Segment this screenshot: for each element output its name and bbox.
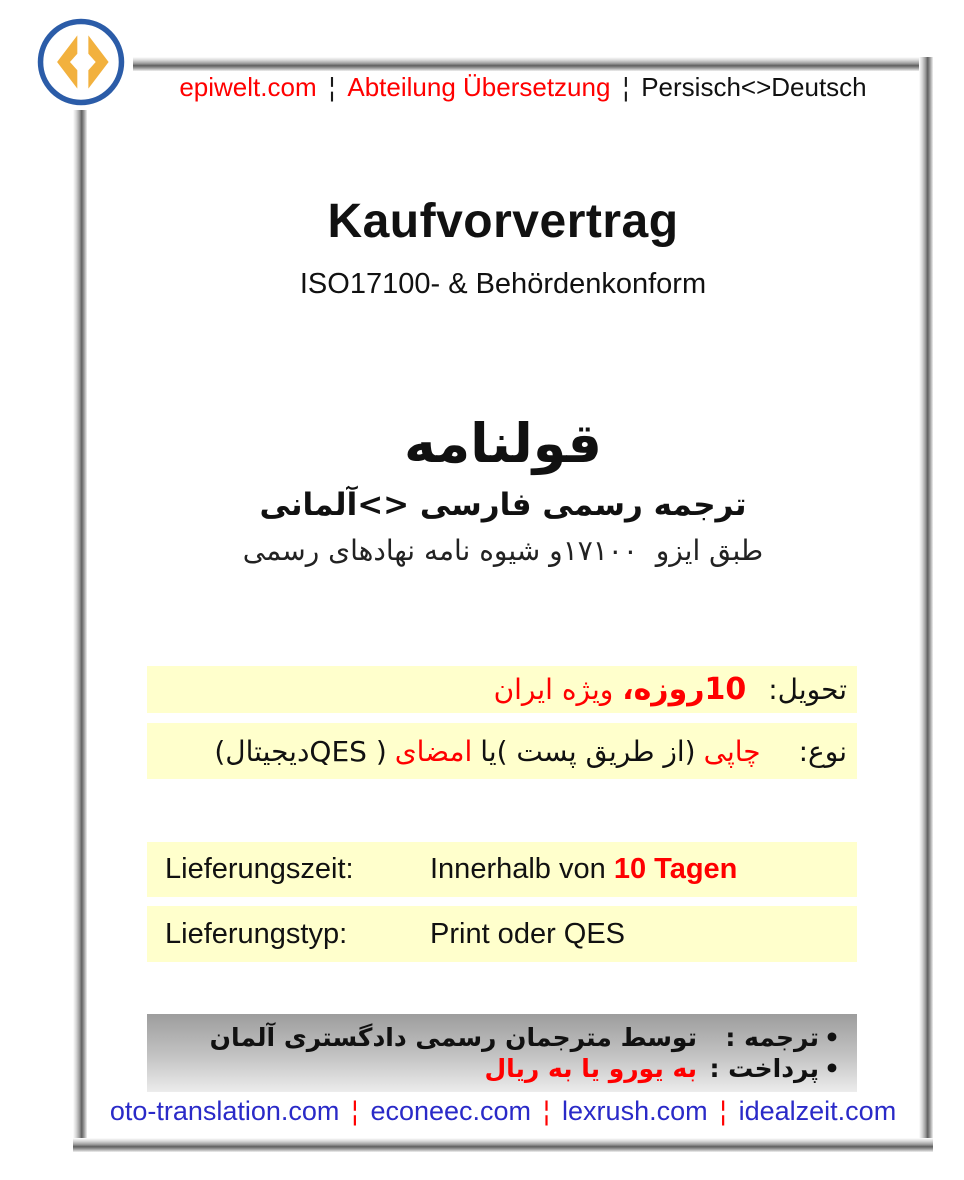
lieferungszeit-value-text: Innerhalb von — [430, 853, 606, 885]
lieferungstyp-label: Lieferungstyp: — [165, 917, 348, 950]
payment-note-label: پرداخت : — [709, 1054, 819, 1083]
german-subtitle: ISO17100- & Behördenkonform — [299, 268, 707, 300]
header-line — [123, 72, 923, 103]
persian-title: قولنامه — [404, 412, 602, 475]
lieferungszeit-days-value: 10 Tagen — [613, 853, 738, 885]
delivery-row-fa — [147, 666, 857, 713]
delivery-value-rest: ویژه ایران — [493, 673, 614, 706]
site-link[interactable]: epiwelt.com — [179, 72, 317, 102]
bullet-icon: • — [824, 1054, 840, 1083]
footer-links — [87, 1096, 919, 1127]
footer-separator: ¦ — [719, 1096, 727, 1126]
department-label: Abteilung Übersetzung — [347, 72, 611, 102]
delivery-days-value: 10روزه، — [622, 672, 747, 707]
type-print-value: چاپی — [703, 734, 761, 768]
epiwelt-logo-icon — [35, 16, 127, 108]
footer-separator: ¦ — [351, 1096, 359, 1126]
lieferungstyp-row — [147, 906, 857, 962]
type-via-post-text: (از طریق پست )یا — [480, 734, 696, 768]
code-chevrons-logo-icon — [35, 16, 127, 108]
type-signature-value: امضای — [394, 734, 473, 768]
frame-left-bar — [73, 110, 87, 1152]
translation-note-line — [159, 1023, 845, 1052]
type-label: نوع: — [798, 734, 847, 768]
delivery-label: تحویل: — [768, 673, 847, 706]
type-qes-text: ( QESدیجیتال) — [214, 734, 387, 768]
frame-right-bar — [919, 57, 933, 1152]
delivery-value — [494, 672, 747, 707]
lieferungszeit-row — [147, 842, 857, 897]
lieferungszeit-value — [430, 853, 737, 886]
footer-link-econeec[interactable]: econeec.com — [370, 1096, 532, 1126]
footer-link-lexrush[interactable]: lexrush.com — [562, 1096, 708, 1126]
footer-link-oto-translation[interactable]: oto-translation.com — [109, 1096, 340, 1126]
lieferungstyp-value: Print oder QES — [430, 917, 626, 950]
frame-bottom-bar — [73, 1138, 933, 1152]
footer-separator: ¦ — [543, 1096, 551, 1126]
persian-subtitle: ترجمه رسمی فارسی <>آلمانی — [259, 487, 747, 523]
header-separator: ¦ — [622, 72, 630, 102]
language-pair-label: Persisch<>Deutsch — [641, 72, 867, 102]
payment-note-value: به یورو یا به ریال — [484, 1054, 697, 1083]
header-separator: ¦ — [328, 72, 336, 102]
type-row-fa — [147, 723, 857, 779]
footer-link-idealzeit[interactable]: idealzeit.com — [738, 1096, 897, 1126]
notes-box — [147, 1014, 857, 1092]
bullet-icon: • — [824, 1023, 840, 1052]
lieferungszeit-label: Lieferungszeit: — [165, 853, 354, 885]
persian-iso-note: طبق ایزو ۱۷۱۰۰و شیوه نامه نهادهای رسمی — [242, 534, 764, 567]
translation-note-value: توسط مترجمان رسمی دادگستری آلمان — [209, 1023, 697, 1052]
german-title: Kaufvorvertrag — [327, 195, 679, 248]
frame-top-bar — [133, 57, 933, 71]
payment-note-line — [159, 1054, 845, 1083]
translation-note-label: ترجمه : — [725, 1023, 819, 1052]
